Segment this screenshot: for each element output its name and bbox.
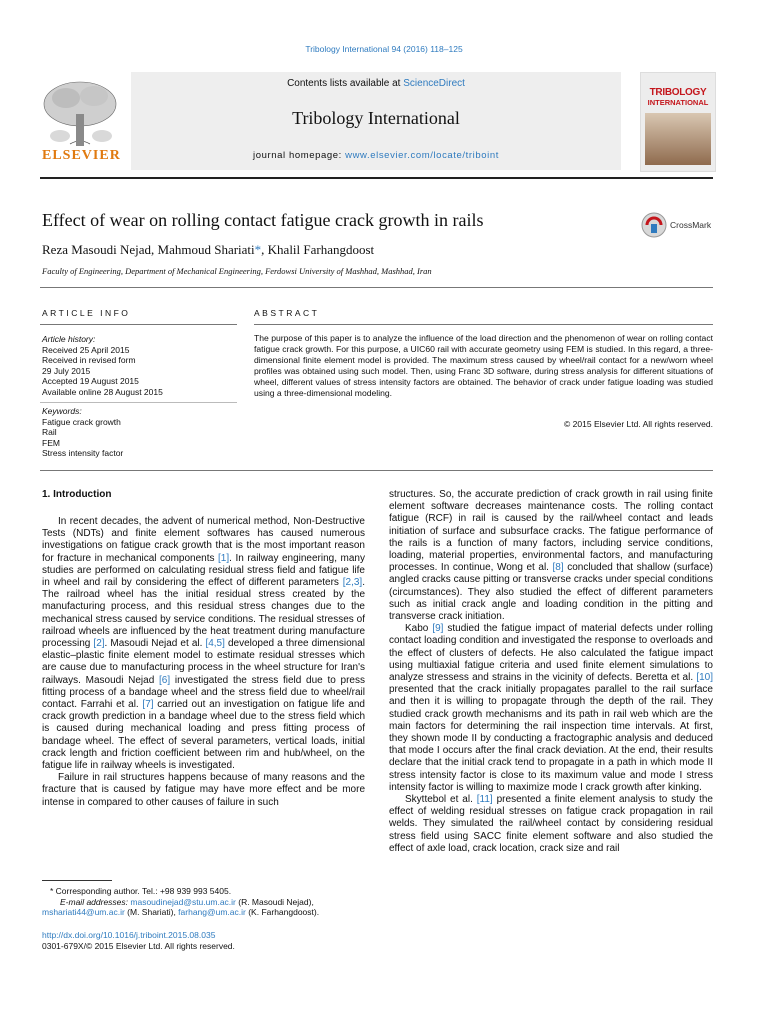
keyword-item: Stress intensity factor (42, 448, 124, 458)
keyword-item: FEM (42, 437, 60, 448)
section-heading-introduction: 1. Introduction (42, 489, 112, 500)
journal-cover-image[interactable] (640, 72, 716, 172)
citation-link[interactable]: [2,3] (342, 577, 363, 589)
history-item: Received in revised form (42, 355, 136, 365)
email-link[interactable]: farhang@um.ac.ir (178, 907, 246, 917)
citation-link[interactable]: [7] (142, 699, 154, 711)
affiliation-divider (40, 287, 713, 288)
crossmark-icon (641, 212, 667, 238)
homepage-link[interactable]: www.elsevier.com/locate/triboint (345, 150, 499, 161)
history-item: Available online 28 August 2015 (42, 386, 163, 397)
crossmark-label: CrossMark (670, 220, 712, 230)
cover-title: TRIBOLOGY (649, 87, 707, 98)
contents-line: Contents lists available at ScienceDirect (287, 78, 465, 89)
cover-subtitle: INTERNATIONAL (647, 98, 709, 107)
journal-homepage: journal homepage: www.elsevier.com/locate/triboint (253, 150, 499, 161)
crossmark-button[interactable] (641, 212, 721, 240)
history-item: 29 July 2015 (42, 365, 91, 376)
doi-block (42, 930, 365, 951)
citation-link[interactable]: [8] (552, 562, 564, 574)
author-list: Reza Masoudi Nejad, Mahmoud Shariati*, Khalil Farhangdoost (42, 242, 375, 257)
abstract-heading: ABSTRACT (254, 308, 320, 318)
keyword-item: Fatigue crack growth (42, 416, 121, 427)
keywords-block (42, 406, 237, 459)
elsevier-wordmark: ELSEVIER (42, 148, 121, 163)
right-column-body (389, 489, 713, 855)
cover-art (645, 113, 711, 165)
corresponding-author-note: * Corresponding author. Tel.: +98 939 993 5405. (50, 886, 232, 896)
article-history (42, 334, 237, 397)
header-divider (40, 177, 713, 179)
keyword-item: Rail (42, 427, 57, 437)
abstract-copyright: © 2015 Elsevier Ltd. All rights reserved. (564, 419, 713, 429)
article-title: Effect of wear on rolling contact fatigue crack growth in rails (42, 210, 484, 230)
footnotes (42, 886, 365, 918)
corresponding-author-mark[interactable]: * (254, 242, 262, 257)
citation-link[interactable]: [1] (218, 552, 230, 564)
front-matter-divider (40, 470, 713, 471)
citation-link[interactable]: [11] (476, 794, 493, 806)
email-link[interactable]: masoudinejad@stu.um.ac.ir (130, 896, 236, 907)
citation-link[interactable]: [4,5] (205, 638, 225, 650)
abstract-divider (254, 324, 713, 325)
email-addresses: E-mail addresses: masoudinejad@stu.um.ac.ir (R. Masoudi Nejad), (60, 896, 314, 907)
journal-title: Tribology International (292, 108, 460, 128)
article-info-divider (40, 324, 237, 325)
intro-paragraph-2: Failure in rail structures happens because of many reasons and the fracture that is caused by fatigue may have more effect and be more intense in compared to other causes of failure in such (42, 772, 365, 808)
doi-link[interactable]: http://dx.doi.org/10.1016/j.triboint.2015.08.035 (42, 930, 216, 940)
citation-link[interactable]: [9] (432, 623, 444, 635)
abstract-text: The purpose of this paper is to analyze the influence of the load direction and the phenomenon of wear on rolling contact fatigue crack growth. For this purpose, a UIC60 rail with accurate geometry using FEM is studied. In this regard, a three-dimensional finite element model is provided. The maximum stress caused by wheel/rail contact for a new/worn wheel profiles was obtained using such model. Then, using Franc 3D software, during stress analysis for different situations of wheel, different values of stress intensity factors are obtained. The behavior of crack under fatigue loading was studied using a three-dimensional modeling. (254, 333, 713, 398)
email-link[interactable]: mshariati44@um.ac.ir (42, 907, 125, 917)
history-label: Article history: (42, 334, 96, 344)
keywords-divider (40, 402, 237, 403)
footnote-divider (42, 880, 112, 881)
intro-paragraph-1: In recent decades, the advent of numerical method, Non-Destructive Tests (NDTs) and finite element softwares has caused numerous investigations on fatigue crack growth that is the most important reason for fracture in mechanical components [1]. In railway engineering, many studies are performed on calculating residual stress field and fatigue life in wheel and rail by considering the effect of different parameters [2,3]. The railroad wheel has the initial residual stress created by the manufacturing process, and this residual stress changes due to the mechanical stress caused by service conditions. The residual stresses of railroad wheels are influenced by the heat treatment during manufacture processing [2]. Masoudi Nejad et al. [4,5] developed a three dimensional elastic–plastic finite element model to estimate residual stresses which are cause due to manufacturing process in the wheel structure for Iran's railways. Masoudi Nejad [6] investigated the stress field due to press fitting process of a bandage wheel and the stress field due to wheel/rail contact. Farrahi et al. [7] carried out an investigation on fatigue life and crack growth prediction in a bandage wheel due to the stress field which is caused during mechanical loading and press fitting process of bandage wheel. The effect of several parameters, vertical loads, initial crack length and friction coefficient between rim and hub/wheel, on the fatigue life in railway wheels is investigated. (42, 516, 366, 772)
history-item: Accepted 19 August 2015 (42, 376, 139, 386)
citation-link[interactable]: [6] (159, 674, 171, 686)
keywords-label: Keywords: (42, 406, 82, 416)
intro-paragraph-3: structures. So, the accurate prediction of crack growth in rail using finite element software decreases maintenance costs. The rolling contact fatigue (RCF) in rail is caused by the rail/wheel contact and leads initiation of surface and subsurface cracks. The fatigue performance of the rails is a function of many factors, including service conditions, loading, material properties, environmental factors, and manufacturing processes. In continue, Wong et al. [8] concluded that shallow (surface) angled cracks cause pitting or transverse cracks under special conditions (circumstances). They also studied the effect of different parameters such as initial crack angle and loading condition in the pitting and transverse crack initiation. (389, 489, 713, 623)
issn-line: 0301-679X/© 2015 Elsevier Ltd. All rights reserved. (42, 940, 235, 951)
intro-paragraph-4: Kabo [9] studied the fatigue impact of material defects under rolling contact loading condition and investigated the response to overloads and the effect of clusters of defects. He also calculated the fatigue impact using multiaxial fatigue criteria and used finite element simulations to analyze stressess and strains in the vicinity of defects. Beretta et al. [10] presented that the crack initially propagates parallel to the rail surface and then it is willing to propagate through the depth of the rail. They studied crack growth mechanisms and its path in rail web which are the main factors for determining the rail inspection time intervals. At first, they shown mode II by conducting a fractographic analysis and deduced that mode I occurs after the final crack deviation. At the end, their results declare that the initial crack tend to propagate in a path in which mode II stress intensity factor is close to its maximum value and mode I stress intensity factor is willing to maximize mode I crack growth after kinking. (389, 623, 713, 793)
citation-link[interactable]: [2] (93, 638, 105, 650)
author-affiliation: Faculty of Engineering, Department of Mechanical Engineering, Ferdowsi University of Mashhad, Mashhad, Iran (42, 266, 432, 276)
journal-citation[interactable]: Tribology International 94 (2016) 118–125 (305, 44, 463, 54)
citation-link[interactable]: [10] (696, 672, 713, 684)
article-info-heading: ARTICLE INFO (42, 308, 131, 318)
intro-paragraph-5: Skyttebol et al. [11] presented a finite element analysis to study the effect of welding residual stresses on fatigue crack propagation in rail welds. They simulated the rail/wheel contact by considering residual stress field using SACC finite element software and also studied the effect of axle load, crack location, crack size and rail (389, 794, 713, 854)
history-item: Received 25 April 2015 (42, 344, 130, 355)
elsevier-tree-logo (40, 76, 122, 148)
sciencedirect-link[interactable]: ScienceDirect (403, 78, 465, 89)
email-addresses-cont: mshariati44@um.ac.ir (M. Shariati), farhang@um.ac.ir (K. Farhangdoost). (42, 907, 320, 917)
journal-header (131, 72, 621, 170)
left-column-body (42, 516, 365, 809)
